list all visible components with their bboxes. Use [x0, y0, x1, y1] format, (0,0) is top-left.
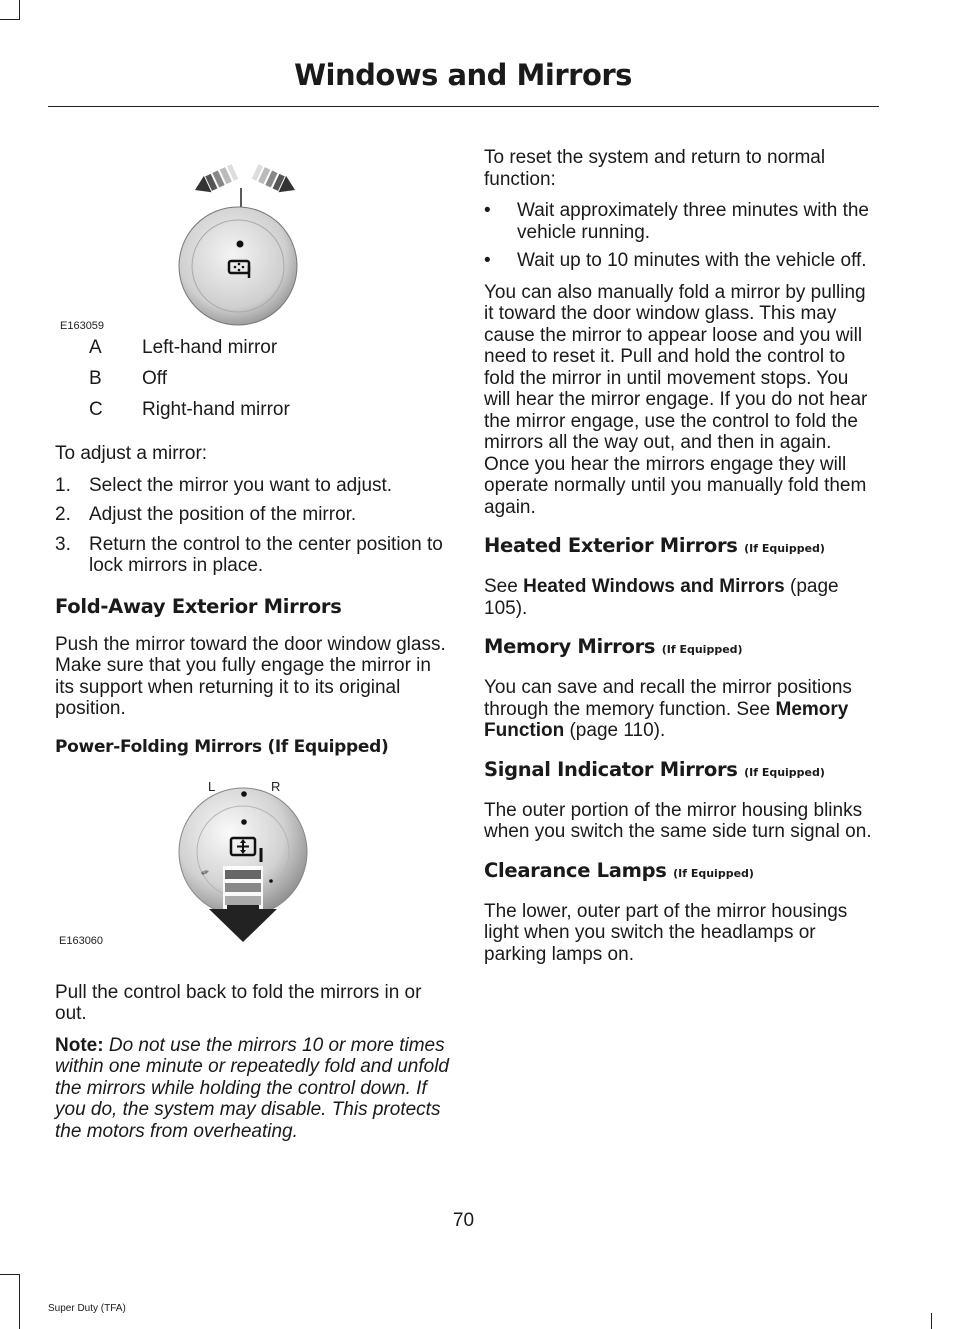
right-column	[484, 147, 876, 975]
note	[55, 1035, 450, 1143]
legend-value: Left-hand mirror	[142, 336, 278, 358]
svg-text:✐: ✐	[198, 867, 210, 880]
section-heading-power-folding: Power-Folding Mirrors (If Equipped)	[55, 736, 389, 757]
bullet: •	[484, 250, 491, 271]
bullet: •	[484, 200, 491, 221]
legend-key: C	[89, 398, 103, 420]
footer-document-name: Super Duty (TFA)	[48, 1303, 126, 1314]
cross-reference-link[interactable]: Heated Windows and Mirrors	[523, 576, 785, 597]
section-heading-heated	[484, 534, 876, 561]
if-equipped: (If Equipped)	[661, 643, 743, 656]
figure-code: E163060	[59, 934, 104, 947]
knob-label-left: L	[208, 778, 216, 794]
step-text: Select the mirror you want to adjust.	[89, 474, 393, 496]
clearance-text: The lower, outer part of the mirror housings light when you switch the headlamps or parking lamps on.	[484, 900, 848, 965]
power-folding-text: Pull the control back to fold the mirrors in or out.	[55, 981, 422, 1024]
memory-text	[484, 677, 876, 742]
page-reference: (page 105).	[484, 576, 839, 619]
mirror-selector-knob-icon	[55, 140, 450, 332]
page-number: 70	[452, 1210, 475, 1231]
bullet-text: Wait up to 10 minutes with the vehicle off.	[517, 250, 867, 271]
fold-away-text: Push the mirror toward the door window glass. Make sure that you fully engage the mirror in its support when returning it to its original position.	[55, 633, 446, 719]
page-title: Windows and Mirrors	[294, 58, 632, 92]
if-equipped: (If Equipped)	[673, 866, 754, 880]
section-heading-clearance	[484, 859, 876, 886]
signal-text: The outer portion of the mirror housing blinks when you switch the same side turn signal on.	[484, 799, 872, 842]
crop-mark	[19, 1274, 20, 1329]
if-equipped: (If Equipped)	[744, 542, 825, 555]
see-text: See	[484, 576, 518, 597]
cross-reference-link[interactable]: Memory Function	[484, 698, 849, 741]
legend-value: Right-hand mirror	[142, 398, 290, 420]
header-rule	[48, 106, 879, 107]
legend-row	[55, 363, 450, 394]
page-reference: (page 110).	[569, 720, 666, 741]
reset-bullets	[484, 200, 876, 272]
legend-row	[55, 394, 450, 425]
crop-mark	[0, 1274, 20, 1275]
crop-mark	[19, 0, 20, 20]
left-column	[55, 140, 450, 1152]
heading-text: Clearance Lamps	[484, 858, 667, 882]
adjust-intro: To adjust a mirror:	[55, 443, 208, 464]
heated-text	[484, 576, 876, 619]
figure-mirror-selector	[55, 140, 450, 332]
figure-code: E163059	[60, 320, 105, 332]
section-heading-memory	[484, 635, 876, 662]
section-heading-fold-away: Fold-Away Exterior Mirrors	[55, 594, 342, 618]
list-item	[55, 534, 450, 577]
heading-text: Memory Mirrors	[484, 635, 656, 658]
list-item	[484, 200, 876, 243]
legend-key: A	[89, 336, 102, 358]
adjust-steps	[55, 475, 450, 577]
legend-table	[55, 332, 450, 425]
power-fold-knob-icon	[55, 770, 450, 982]
step-number: 3.	[55, 533, 71, 555]
list-item	[55, 475, 450, 497]
crop-mark	[0, 19, 20, 20]
legend-row	[55, 332, 450, 363]
step-text: Adjust the position of the mirror.	[89, 504, 357, 525]
step-text: Return the control to the center position to lock mirrors in place.	[89, 533, 443, 576]
reset-intro: To reset the system and return to normal function:	[484, 147, 826, 190]
legend-key: B	[89, 367, 102, 389]
step-number: 2.	[55, 504, 71, 525]
crop-mark	[931, 1313, 932, 1329]
knob-label-right: R	[271, 778, 281, 794]
heading-text: Heated Exterior Mirrors	[484, 534, 738, 557]
if-equipped: (If Equipped)	[744, 765, 825, 779]
list-item	[55, 504, 450, 526]
figure-power-fold	[55, 770, 450, 982]
legend-value: Off	[142, 367, 167, 389]
list-item	[484, 250, 876, 272]
memory-body: You can save and recall the mirror positions through the memory function. See	[484, 677, 852, 720]
manual-fold-text: You can also manually fold a mirror by pulling it toward the door window glass. This may cause the mirror to appear loose and you will need to reset it. Pull and hold the control to fold the mirror in until movement stops. You will hear the mirror engage. If you do not hear the mirror engage, use the control to fold the mirrors all the way out, and then in again. Once you hear the mirrors engage they will operate normally until you manually fold them again.	[484, 281, 868, 518]
note-label: Note:	[55, 1034, 104, 1056]
step-number: 1.	[55, 474, 71, 496]
section-heading-signal	[484, 758, 876, 785]
heading-text: Signal Indicator Mirrors	[484, 757, 738, 781]
bullet-text: Wait approximately three minutes with the vehicle running.	[517, 200, 870, 243]
note-text: Do not use the mirrors 10 or more times within one minute or repeatedly fold and unfold the mirrors while holding the control down. If you do, the system may disable. This protects the motors from overheating.	[55, 1034, 449, 1142]
